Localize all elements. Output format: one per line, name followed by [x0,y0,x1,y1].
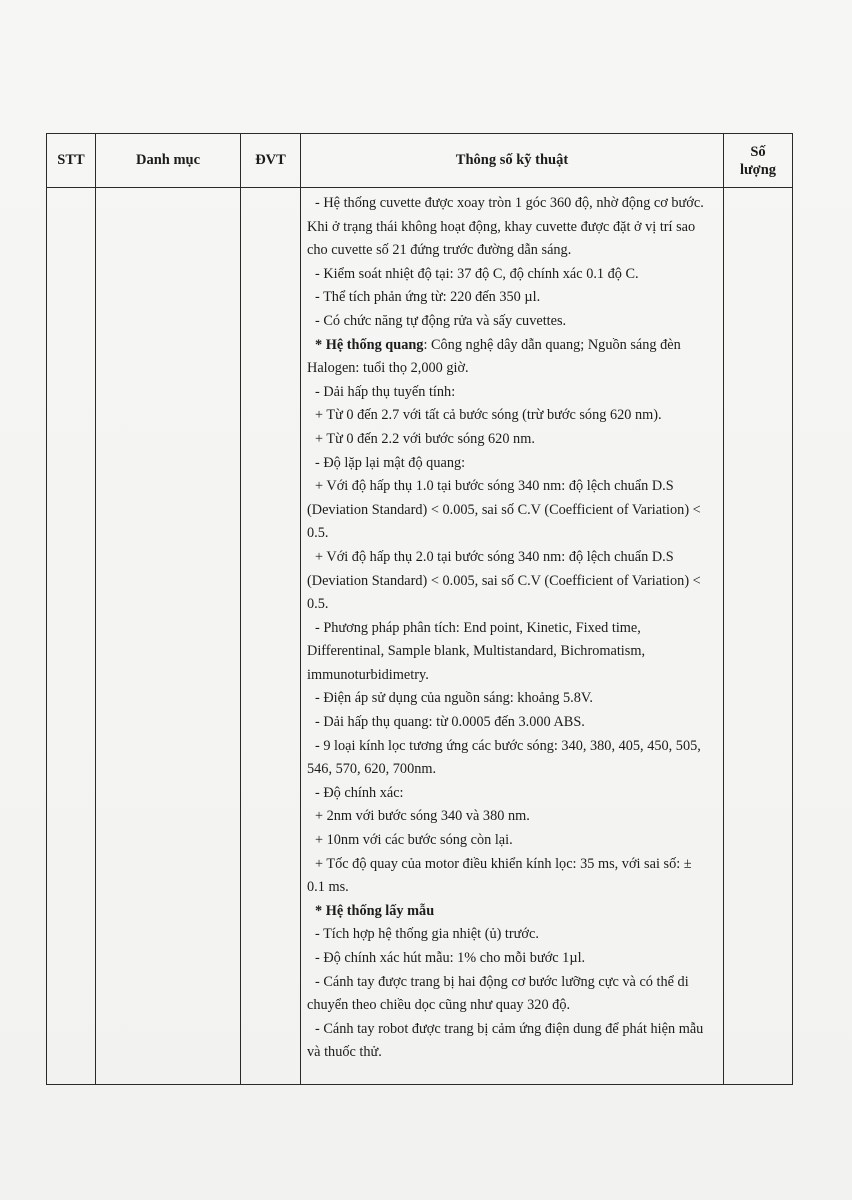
spec-line: - Hệ thống cuvette được xoay tròn 1 góc 360 độ, nhờ động cơ bước. [315,195,704,211]
spec-line: 0.1 ms. [307,879,349,896]
spec-line: - Dải hấp thụ tuyến tính: [315,383,456,400]
header-stt: STT [47,134,96,188]
header-so-luong [724,134,793,188]
sampling-heading: * Hệ thống lấy mẫu [315,902,435,919]
spec-line: + Với độ hấp thụ 1.0 tại bước sóng 340 nm: độ lệch chuẩn D.S [315,478,674,495]
spec-line-optical [307,334,715,358]
spec-line: - Kiểm soát nhiệt độ tại: 37 độ C, độ chính xác 0.1 độ C. [315,265,639,282]
optical-text: Công nghệ dây dẫn quang; Nguồn sáng đèn [431,336,681,353]
spec-line: - Độ lặp lại mật độ quang: [315,454,466,471]
spec-line: + Với độ hấp thụ 2.0 tại bước sóng 340 nm: độ lệch chuẩn D.S [315,548,674,565]
spec-line: + Từ 0 đến 2.7 với tất cả bước sóng (trừ bước sóng 620 nm). [315,407,662,424]
cell-stt [47,188,96,1085]
spec-line: immunoturbidimetry. [307,666,429,683]
cell-danh-muc [96,188,241,1085]
header-row [47,134,793,188]
spec-line: Halogen: tuổi thọ 2,000 giờ. [307,360,469,377]
spec-line: - Có chức năng tự động rửa và sấy cuvettes. [315,312,567,329]
spec-line: - Cánh tay robot được trang bị cảm ứng điện dung để phát hiện mẫu [315,1020,704,1037]
spec-line: - Phương pháp phân tích: End point, Kinetic, Fixed time, [315,619,641,636]
header-dvt: ĐVT [241,134,301,188]
spec-line: cho cuvette số 21 đứng trước đường dẫn sáng. [307,242,572,259]
spec-line: + 2nm với bước sóng 340 và 380 nm. [315,808,530,825]
spec-line: - 9 loại kính lọc tương ứng các bước sóng: 340, 380, 405, 450, 505, [315,737,701,754]
table-row [47,188,793,1085]
cell-dvt [241,188,301,1085]
spec-line: chuyển theo chiều dọc cũng như quay 320 độ. [307,997,571,1014]
spec-line: 546, 570, 620, 700nm. [307,761,437,778]
spec-line: và thuốc thử. [307,1044,382,1061]
spec-line: - Độ chính xác: [315,784,404,801]
spec-line: 0.5. [307,525,329,542]
header-so-luong-line2: lượng [739,161,777,178]
spec-table [46,133,793,1085]
spec-line: - Tích hợp hệ thống gia nhiệt (ủ) trước. [315,926,539,943]
spec-line: (Deviation Standard) < 0.005, sai số C.V (Coefficient of Variation) < [307,501,701,518]
spec-line: 0.5. [307,596,329,613]
cell-so-luong [724,188,793,1085]
optical-colon: : [423,336,431,353]
optical-heading: * Hệ thống quang [315,336,424,353]
spec-line: - Độ chính xác hút mẫu: 1% cho mỗi bước 1µl. [315,950,586,966]
header-thong-so: Thông số kỹ thuật [301,134,724,188]
header-so-luong-line1: Số [750,143,766,160]
spec-line: - Dải hấp thụ quang: từ 0.0005 đến 3.000 ABS. [315,714,585,731]
spec-line: - Cánh tay được trang bị hai động cơ bước lưỡng cực và có thể di [315,973,689,990]
spec-line: + Tốc độ quay của motor điều khiển kính lọc: 35 ms, với sai số: ± [315,855,692,872]
spec-line: Differentinal, Sample blank, Multistandard, Bichromatism, [307,643,646,660]
spec-line: - Thể tích phản ứng từ: 220 đến 350 µl. [315,289,541,306]
header-danh-muc: Danh mục [96,134,241,188]
spec-line: + 10nm với các bước sóng còn lại. [315,832,513,849]
spec-line: Khi ở trạng thái không hoạt động, khay cuvette được đặt ở vị trí sao [307,218,696,235]
cell-thong-so [301,188,724,1085]
spec-line: - Điện áp sử dụng của nguồn sáng: khoảng 5.8V. [315,690,593,707]
spec-line: + Từ 0 đến 2.2 với bước sóng 620 nm. [315,430,535,447]
spec-line: (Deviation Standard) < 0.005, sai số C.V (Coefficient of Variation) < [307,572,701,589]
